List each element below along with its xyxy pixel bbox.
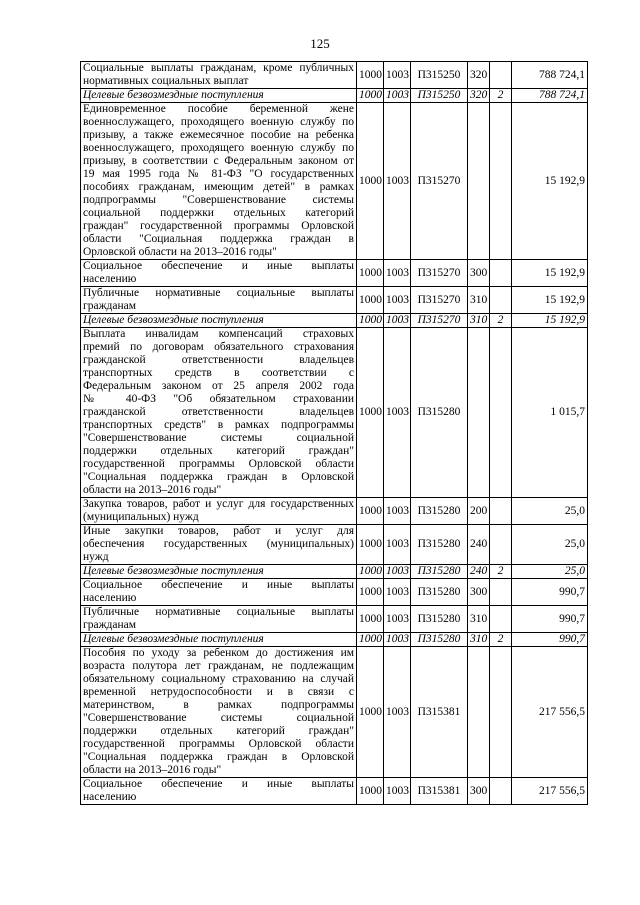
source-code — [490, 647, 512, 778]
subsection-code: 1003 — [384, 633, 411, 647]
amount: 15 192,9 — [512, 314, 588, 328]
amount: 217 556,5 — [512, 647, 588, 778]
row-name-line: нужд — [83, 551, 109, 563]
row-name — [81, 62, 357, 89]
row-name-line: призыву, в соответствии с Федеральным законом от — [83, 155, 354, 167]
source-code — [490, 498, 512, 525]
source-code — [490, 260, 512, 287]
section-code: 1000 — [357, 498, 384, 525]
target-article-code: П315250 — [411, 62, 468, 89]
amount: 990,7 — [512, 633, 588, 647]
expense-type-code — [468, 103, 490, 260]
target-article-code: П315280 — [411, 525, 468, 565]
target-article-code: П315381 — [411, 778, 468, 805]
row-name-line: государственной программы Орловской области — [83, 458, 354, 470]
row-name-line: гражданской ответственности владельцев — [83, 354, 354, 366]
row-name-line: военнослужащего, проходящего военную службу по — [83, 116, 354, 128]
row-name — [81, 565, 357, 579]
table-row — [81, 778, 588, 805]
source-code — [490, 778, 512, 805]
row-name — [81, 579, 357, 606]
section-code: 1000 — [357, 525, 384, 565]
row-name-line: гражданам — [83, 619, 137, 631]
table-row — [81, 647, 588, 778]
expense-type-code: 300 — [468, 260, 490, 287]
row-name-line: Федеральным законом от 25 апреля 2002 года — [83, 380, 354, 392]
row-name-line: "Социальная поддержка граждан в Орловской — [83, 471, 354, 483]
section-code: 1000 — [357, 287, 384, 314]
row-name — [81, 647, 357, 778]
subsection-code: 1003 — [384, 287, 411, 314]
row-name-line: гражданам — [83, 300, 137, 312]
subsection-code: 1003 — [384, 260, 411, 287]
row-name-line: Целевые безвозмездные поступления — [83, 89, 264, 101]
expense-type-code: 300 — [468, 778, 490, 805]
section-code: 1000 — [357, 260, 384, 287]
section-code: 1000 — [357, 62, 384, 89]
row-name-line: населению — [83, 791, 137, 803]
row-name-line: Социальное обеспечение и иные выплаты — [83, 260, 354, 272]
table-row — [81, 103, 588, 260]
page-number: 125 — [310, 36, 330, 51]
row-name — [81, 89, 357, 103]
subsection-code: 1003 — [384, 579, 411, 606]
source-code — [490, 525, 512, 565]
table-row — [81, 579, 588, 606]
row-name-line: Орловской области на 2013–2016 годы" — [83, 246, 277, 258]
target-article-code: П315280 — [411, 579, 468, 606]
section-code: 1000 — [357, 606, 384, 633]
row-name-line: временной нетрудоспособности и в связи с — [83, 686, 354, 698]
expense-type-code: 240 — [468, 525, 490, 565]
section-code: 1000 — [357, 579, 384, 606]
row-name-line: Пособия по уходу за ребенком до достижения им — [83, 647, 354, 659]
row-name-line: подпрограммы "Совершенствование системы — [83, 194, 354, 206]
amount: 990,7 — [512, 606, 588, 633]
section-code: 1000 — [357, 314, 384, 328]
row-name-line: поддержки отдельных категорий граждан" — [83, 445, 354, 457]
amount: 15 192,9 — [512, 103, 588, 260]
row-name-line: (муниципальных) нужд — [83, 511, 199, 523]
row-name — [81, 103, 357, 260]
row-name-line: гражданской ответственности владельцев — [83, 406, 354, 418]
expense-type-code — [468, 647, 490, 778]
row-name-line: обязательному социальному страхованию на случай — [83, 673, 354, 685]
table-row — [81, 565, 588, 579]
row-name-line: военнослужащего, проходящего военную службу по — [83, 142, 354, 154]
expense-type-code: 200 — [468, 498, 490, 525]
row-name-line: социальной поддержки отдельных категорий — [83, 207, 354, 219]
row-name — [81, 606, 357, 633]
subsection-code: 1003 — [384, 647, 411, 778]
row-name-line: Целевые безвозмездные поступления — [83, 314, 264, 326]
subsection-code: 1003 — [384, 314, 411, 328]
table-row — [81, 62, 588, 89]
row-name — [81, 778, 357, 805]
table-row — [81, 260, 588, 287]
row-name — [81, 328, 357, 498]
section-code: 1000 — [357, 778, 384, 805]
table-row — [81, 633, 588, 647]
target-article-code: П315280 — [411, 565, 468, 579]
row-name-line: области "Социальная поддержка граждан в — [83, 233, 354, 245]
table-row — [81, 287, 588, 314]
subsection-code: 1003 — [384, 525, 411, 565]
amount: 25,0 — [512, 525, 588, 565]
target-article-code: П315280 — [411, 633, 468, 647]
row-name-line: Целевые безвозмездные поступления — [83, 565, 264, 577]
source-code: 2 — [490, 89, 512, 103]
source-code: 2 — [490, 633, 512, 647]
row-name-line: Публичные нормативные социальные выплаты — [83, 287, 354, 299]
subsection-code: 1003 — [384, 565, 411, 579]
row-name-line: области на 2013–2016 годы" — [83, 484, 222, 496]
amount: 25,0 — [512, 565, 588, 579]
row-name-line: населению — [83, 592, 137, 604]
row-name-line: Социальные выплаты гражданам, кроме публичных — [83, 62, 354, 74]
row-name-line: обеспечения государственных (муниципальных) — [83, 538, 354, 550]
source-code — [490, 287, 512, 314]
subsection-code: 1003 — [384, 778, 411, 805]
section-code: 1000 — [357, 328, 384, 498]
row-name — [81, 633, 357, 647]
source-code — [490, 62, 512, 89]
amount: 788 724,1 — [512, 89, 588, 103]
amount: 217 556,5 — [512, 778, 588, 805]
row-name-line: 19 мая 1995 года № 81-ФЗ "О государственных — [83, 168, 354, 180]
expense-type-code — [468, 328, 490, 498]
subsection-code: 1003 — [384, 103, 411, 260]
expense-type-code: 310 — [468, 606, 490, 633]
expense-type-code: 310 — [468, 287, 490, 314]
row-name-line: Публичные нормативные социальные выплаты — [83, 606, 354, 618]
budget-table-body — [81, 62, 588, 805]
expense-type-code: 310 — [468, 314, 490, 328]
section-code: 1000 — [357, 647, 384, 778]
amount: 1 015,7 — [512, 328, 588, 498]
subsection-code: 1003 — [384, 606, 411, 633]
target-article-code: П315280 — [411, 328, 468, 498]
target-article-code: П315270 — [411, 260, 468, 287]
row-name-line: Социальное обеспечение и иные выплаты — [83, 579, 354, 591]
table-row — [81, 606, 588, 633]
row-name-line: нормативных социальных выплат — [83, 75, 249, 87]
row-name — [81, 287, 357, 314]
section-code: 1000 — [357, 89, 384, 103]
row-name-line: государственной программы Орловской области — [83, 738, 354, 750]
row-name-line: "Совершенствование системы социальной — [83, 712, 354, 724]
target-article-code: П315250 — [411, 89, 468, 103]
table-row — [81, 89, 588, 103]
subsection-code: 1003 — [384, 498, 411, 525]
amount: 25,0 — [512, 498, 588, 525]
target-article-code: П315381 — [411, 647, 468, 778]
subsection-code: 1003 — [384, 328, 411, 498]
row-name-line: граждан" государственной программы Орловской — [83, 220, 354, 232]
row-name — [81, 260, 357, 287]
subsection-code: 1003 — [384, 62, 411, 89]
source-code — [490, 579, 512, 606]
row-name-line: премий по договорам обязательного страхования — [83, 341, 354, 353]
row-name-line: "Социальная поддержка граждан в Орловской — [83, 751, 354, 763]
target-article-code: П315280 — [411, 606, 468, 633]
expense-type-code: 310 — [468, 633, 490, 647]
row-name-line: "Совершенствование системы социальной — [83, 432, 354, 444]
expense-type-code: 320 — [468, 62, 490, 89]
target-article-code: П315280 — [411, 498, 468, 525]
row-name-line: пособиях гражданам, имеющим детей" в рамках — [83, 181, 354, 193]
row-name-line: Выплата инвалидам компенсаций страховых — [83, 328, 354, 340]
row-name-line: области на 2013–2016 годы" — [83, 764, 222, 776]
section-code: 1000 — [357, 633, 384, 647]
expense-type-code: 300 — [468, 579, 490, 606]
table-row — [81, 314, 588, 328]
row-name — [81, 525, 357, 565]
table-row — [81, 328, 588, 498]
source-code — [490, 328, 512, 498]
target-article-code: П315270 — [411, 287, 468, 314]
amount: 15 192,9 — [512, 287, 588, 314]
row-name-line: транспортных средств" в рамках подпрограммы — [83, 419, 354, 431]
amount: 990,7 — [512, 579, 588, 606]
source-code — [490, 606, 512, 633]
row-name-line: призыву, а также ежемесячное пособие на ребенка — [83, 129, 354, 141]
target-article-code: П315270 — [411, 103, 468, 260]
row-name-line: населению — [83, 273, 137, 285]
row-name-line: Единовременное пособие беременной жене — [83, 103, 354, 115]
row-name-line: Закупка товаров, работ и услуг для государственных — [83, 498, 354, 510]
target-article-code: П315270 — [411, 314, 468, 328]
row-name — [81, 498, 357, 525]
expense-type-code: 320 — [468, 89, 490, 103]
section-code: 1000 — [357, 103, 384, 260]
table-row — [81, 525, 588, 565]
subsection-code: 1003 — [384, 89, 411, 103]
row-name-line: № 40-ФЗ "Об обязательном страховании — [83, 393, 354, 405]
section-code: 1000 — [357, 565, 384, 579]
row-name-line: поддержки отдельных категорий граждан" — [83, 725, 354, 737]
row-name-line: Целевые безвозмездные поступления — [83, 633, 264, 645]
source-code: 2 — [490, 565, 512, 579]
table-row — [81, 498, 588, 525]
row-name-line: Социальное обеспечение и иные выплаты — [83, 778, 354, 790]
source-code — [490, 103, 512, 260]
amount: 788 724,1 — [512, 62, 588, 89]
row-name-line: Иные закупки товаров, работ и услуг для — [83, 525, 354, 537]
expense-type-code: 240 — [468, 565, 490, 579]
row-name-line: материнством, в рамках подпрограммы — [83, 699, 354, 711]
row-name — [81, 314, 357, 328]
budget-table — [80, 61, 588, 805]
row-name-line: возраста полутора лет гражданам, не подлежащим — [83, 660, 354, 672]
amount: 15 192,9 — [512, 260, 588, 287]
row-name-line: транспортных средств в соответствии с — [83, 367, 354, 379]
source-code: 2 — [490, 314, 512, 328]
